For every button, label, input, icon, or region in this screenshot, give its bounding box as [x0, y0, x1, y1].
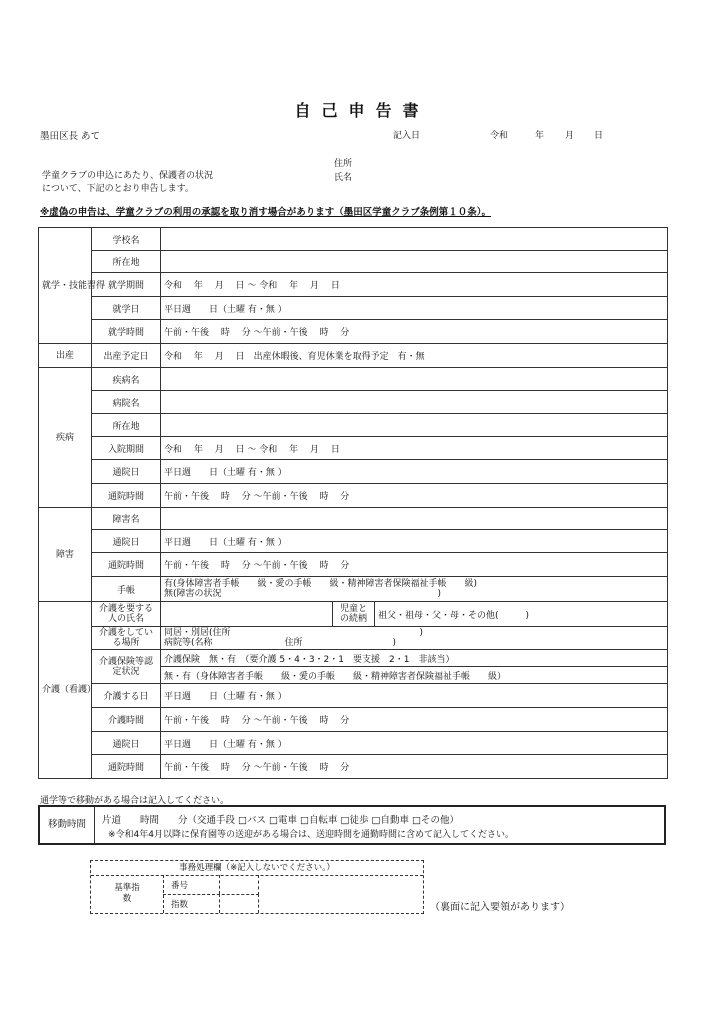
- hospital-row: [39, 391, 668, 414]
- study-section-label: 就学・技能習得: [39, 228, 92, 344]
- handbook-label: 手帳: [92, 577, 161, 602]
- handbook-line2: 無(障害の状況 ): [164, 589, 442, 599]
- declaration-table: [38, 227, 668, 779]
- entry-date-year: 年: [535, 131, 545, 141]
- care-place-row: [39, 627, 668, 650]
- illness-visit-days-label: 通院日: [92, 460, 161, 484]
- criteria-cell: [91, 875, 164, 913]
- birth-row: [39, 344, 668, 368]
- entry-date-month: 月: [565, 131, 575, 141]
- disability-visit-days-field[interactable]: 平日週 日（土曜 有・無 ）: [161, 530, 668, 553]
- number-label: 番号: [171, 881, 189, 891]
- care-visit-days-row: [39, 732, 668, 755]
- illness-location-label: 所在地: [92, 414, 161, 437]
- care-visit-hours-row: [39, 755, 668, 779]
- study-hours-label: 就学時間: [92, 320, 161, 344]
- admission-field[interactable]: 令和 年 月 日 ～ 令和 年 月 日: [161, 437, 668, 460]
- relation-label: 児童との続柄: [333, 602, 375, 627]
- addressee: 墨田区長 あて: [40, 131, 101, 142]
- entry-date-day: 日: [594, 131, 604, 141]
- school-name-field[interactable]: [161, 228, 668, 251]
- name-label: 氏名: [334, 173, 353, 183]
- commute-line1[interactable]: 片道 時間 分（交通手段 □バス □電車 □自転車 □徒歩 □自動車 □その他）: [102, 815, 459, 826]
- care-person-field[interactable]: [161, 602, 333, 627]
- commute-box: [38, 805, 666, 845]
- care-hours-field[interactable]: 午前・午後 時 分 ～午前・午後 時 分: [161, 708, 668, 732]
- disability-visit-days-row: [39, 530, 668, 553]
- study-location-field[interactable]: [161, 251, 668, 273]
- entry-date-era: 令和: [490, 131, 509, 141]
- illness-visit-days-row: [39, 460, 668, 484]
- disease-row: [39, 368, 668, 391]
- care-days-label: 介護する日: [92, 684, 161, 708]
- care-visit-hours-field[interactable]: 午前・午後 時 分 ～午前・午後 時 分: [161, 755, 668, 779]
- illness-visit-hours-row: [39, 484, 668, 508]
- hospital-field[interactable]: [161, 391, 668, 414]
- back-page-note: （裏面に記入要領があります）: [430, 902, 570, 913]
- relation-field[interactable]: 祖父・祖母・父・母・その他( ): [375, 602, 668, 627]
- disease-label: 疾病名: [92, 368, 161, 391]
- care-visit-hours-label: 通院時間: [92, 755, 161, 779]
- due-date-label: 出産予定日: [92, 344, 161, 368]
- illness-location-row: [39, 414, 668, 437]
- care-place-label: 介護をしている場所: [92, 627, 161, 650]
- birth-section-label: 出産: [39, 344, 92, 368]
- illness-visit-hours-label: 通院時間: [92, 484, 161, 508]
- study-period-field[interactable]: 令和 年 月 日 ～ 令和 年 月 日: [161, 273, 668, 297]
- commute-line2: ※令和4年4月以降に保育園等の送迎がある場合は、送迎時間を通勤時間に含めて記入してください。: [108, 830, 514, 840]
- care-hours-label: 介護時間: [92, 708, 161, 732]
- disability-visit-hours-label: 通院時間: [92, 553, 161, 577]
- commute-note: 通学等で移動がある場合は記入してください。: [40, 796, 230, 806]
- illness-visit-hours-field[interactable]: 午前・午後 時 分 ～午前・午後 時 分: [161, 484, 668, 508]
- study-location-row: [39, 251, 668, 273]
- illness-visit-days-field[interactable]: 平日週 日（土曜 有・無 ）: [161, 460, 668, 484]
- disability-name-field[interactable]: [161, 508, 668, 530]
- index-cell: [163, 894, 259, 913]
- study-days-label: 就学日: [92, 297, 161, 320]
- warning-text: ※虚偽の申告は、学童クラブの利用の承認を取り消す場合があります（墨田区学童クラブ条例第１０条）。: [40, 207, 491, 218]
- care-insurance-label: 介護保険等認定状況: [92, 650, 161, 684]
- care-days-row: [39, 684, 668, 708]
- page-title: 自己申告書: [294, 101, 430, 120]
- care-insurance-row: [39, 650, 668, 667]
- care-days-field[interactable]: 平日週 日（土曜 有・無 ）: [161, 684, 668, 708]
- handbook-field[interactable]: [161, 577, 668, 602]
- disability-name-row: [39, 508, 668, 530]
- address-label: 住所: [334, 159, 353, 169]
- admission-row: [39, 437, 668, 460]
- illness-location-field[interactable]: [161, 414, 668, 437]
- care-handbook-field[interactable]: 無・有（身体障害者手帳 級・愛の手帳 級・精神障害者保険福祉手帳 級）: [161, 667, 668, 684]
- study-location-label: 所在地: [92, 251, 161, 273]
- intro-line2: について、下記のとおり申告します。: [42, 184, 194, 194]
- care-hours-row: [39, 708, 668, 732]
- care-place-field[interactable]: [161, 627, 668, 650]
- care-visit-days-label: 通院日: [92, 732, 161, 755]
- care-person-row: [39, 602, 668, 627]
- disease-field[interactable]: [161, 368, 668, 391]
- intro-line1: 学童クラブの申込にあたり、保護者の状況: [42, 171, 214, 181]
- entry-date-label: 記入日: [393, 131, 421, 141]
- disability-visit-hours-row: [39, 553, 668, 577]
- care-place-line2: 病院等(名称 住所 ): [164, 638, 397, 648]
- disability-visit-hours-field[interactable]: 午前・午後 時 分 ～午前・午後 時 分: [161, 553, 668, 577]
- number-cell: [163, 875, 259, 895]
- care-place-line1: 同居・別居(住所 ): [164, 628, 424, 638]
- study-school-row: [39, 228, 668, 251]
- disability-name-label: 障害名: [92, 508, 161, 530]
- disability-section-label: 障害: [39, 508, 92, 602]
- disability-visit-days-label: 通院日: [92, 530, 161, 553]
- handbook-row: [39, 577, 668, 602]
- admission-label: 入院期間: [92, 437, 161, 460]
- office-title: 事務処理欄（※記入しないでください。）: [91, 861, 423, 876]
- office-use-box: [90, 860, 424, 914]
- commute-label: 移動時間: [40, 807, 95, 843]
- study-days-row: [39, 297, 668, 320]
- care-insurance-field[interactable]: 介護保険 無・有 （要介護 5・4・3・2・1 要支援 2・1 非該当）: [161, 650, 668, 667]
- care-section-label: 介護（看護）: [39, 602, 92, 779]
- due-date-field[interactable]: 令和 年 月 日 出産休暇後、育児休業を取得予定 有・無: [161, 344, 668, 368]
- hospital-label: 病院名: [92, 391, 161, 414]
- school-name-label: 学校名: [92, 228, 161, 251]
- care-visit-days-field[interactable]: 平日週 日（土曜 有・無 ）: [161, 732, 668, 755]
- study-hours-row: [39, 320, 668, 344]
- study-hours-field[interactable]: 午前・午後 時 分 ～午前・午後 時 分: [161, 320, 668, 344]
- study-days-field[interactable]: 平日週 日（土曜 有・無 ）: [161, 297, 668, 320]
- illness-section-label: 疾病: [39, 368, 92, 508]
- criteria-label: 基準指数: [114, 883, 140, 904]
- care-person-label: 介護を要する人の氏名: [92, 602, 161, 627]
- study-period-label: 就学期間: [92, 273, 161, 297]
- index-label: 指数: [171, 900, 189, 910]
- study-period-row: [39, 273, 668, 297]
- handbook-line1: 有(身体障害者手帳 級・愛の手帳 級・精神障害者保険福祉手帳 級): [164, 579, 478, 589]
